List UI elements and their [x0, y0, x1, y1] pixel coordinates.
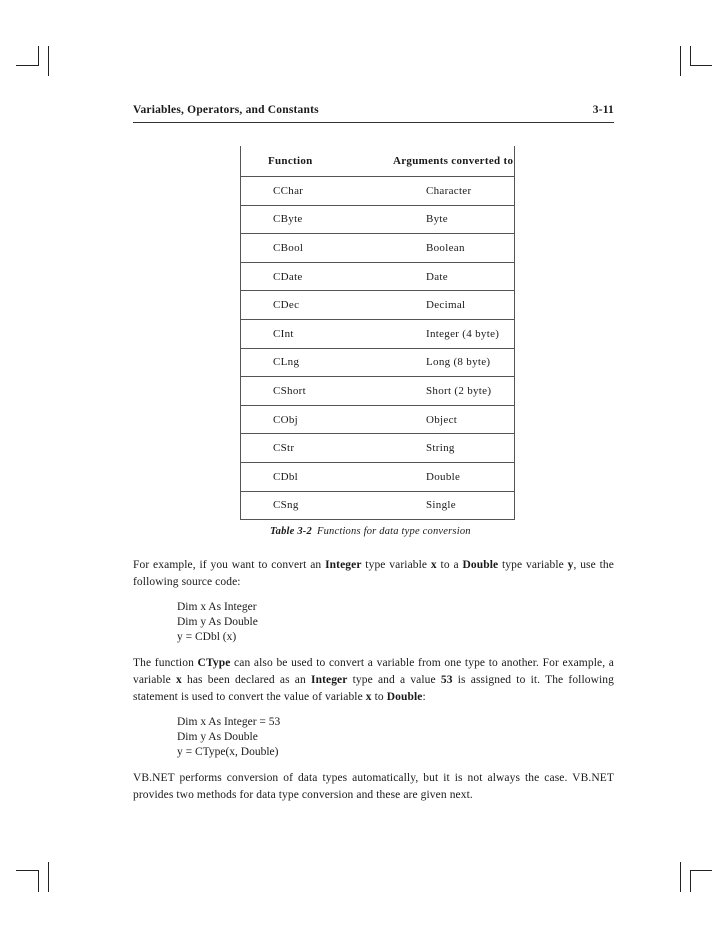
cell-argument: Character [373, 177, 515, 206]
text-run: type variable [498, 559, 568, 571]
table-row [241, 405, 515, 434]
conversion-table [240, 146, 515, 520]
cell-argument: Integer (4 byte) [373, 319, 515, 348]
text-run: For example, if you want to convert an [133, 559, 326, 571]
crop-mark-br-v [690, 870, 691, 892]
crop-mark-tr-h [690, 65, 712, 66]
cell-argument: Short (2 byte) [373, 377, 515, 406]
table-row [241, 177, 515, 206]
table-row [241, 348, 515, 377]
table-caption-text: Functions for data type conversion [316, 526, 471, 537]
cell-function: CByte [241, 205, 374, 234]
crop-mark-bl-v [38, 870, 39, 892]
crop-mark-br-v2 [680, 862, 681, 892]
cell-function: CObj [241, 405, 374, 434]
crop-mark-tl-v2 [48, 46, 49, 76]
header-rule [133, 122, 614, 123]
page-number: 3-11 [592, 104, 614, 116]
bold-run: Integer [325, 559, 362, 571]
bold-run: 53 [440, 674, 453, 686]
text-run: to a [436, 559, 463, 571]
text-run: : [422, 691, 426, 703]
bold-run: Double [462, 559, 499, 571]
cell-function: CLng [241, 348, 374, 377]
cell-argument: Single [373, 491, 515, 520]
table-row [241, 434, 515, 463]
cell-argument: Double [373, 462, 515, 491]
text-run: type and a value [347, 674, 441, 686]
cell-function: CSng [241, 491, 374, 520]
code-line: y = CType(x, Double) [177, 746, 279, 758]
cell-function: CDec [241, 291, 374, 320]
text-run: , use the following source code: [133, 559, 614, 588]
bold-run: x [365, 691, 372, 703]
table-row [241, 205, 515, 234]
crop-mark-bl-h [16, 870, 38, 871]
table-row [241, 462, 515, 491]
text-run: has been declared as an [181, 674, 311, 686]
code-block-1 [177, 600, 258, 645]
cell-function: CBool [241, 234, 374, 263]
text-run: to [371, 691, 387, 703]
crop-mark-br-h [690, 870, 712, 871]
crop-mark-tl-h [16, 65, 38, 66]
cell-function: CStr [241, 434, 374, 463]
table-row [241, 377, 515, 406]
cell-function: CShort [241, 377, 374, 406]
column-header-function: Function [241, 146, 374, 177]
crop-mark-tl-v [38, 46, 39, 66]
code-line: Dim x As Integer [177, 601, 257, 613]
code-line: Dim y As Double [177, 616, 258, 628]
crop-mark-tr-v2 [680, 46, 681, 76]
cell-argument: Object [373, 405, 515, 434]
cell-argument: Long (8 byte) [373, 348, 515, 377]
code-line: Dim y As Double [177, 731, 258, 743]
table-row [241, 291, 515, 320]
table-caption-label: Table 3-2 [270, 526, 312, 537]
bold-run: x [175, 674, 182, 686]
bold-run: Double [386, 691, 423, 703]
text-run: is assigned to it. The following statement is used to convert the value of variable [133, 674, 615, 703]
bold-run: x [430, 559, 437, 571]
cell-function: CDate [241, 262, 374, 291]
text-run: can also be used to convert a variable from one type to another. For example, a variable [133, 657, 614, 686]
column-header-arguments: Arguments converted to [373, 146, 515, 177]
paragraph-2 [133, 655, 614, 706]
table-row [241, 319, 515, 348]
cell-argument: Byte [373, 205, 515, 234]
code-line: y = CDbl (x) [177, 631, 237, 643]
bold-run: CType [197, 657, 231, 669]
bold-run: Integer [311, 674, 348, 686]
table-row [241, 234, 515, 263]
code-block-2 [177, 715, 280, 760]
table-row [241, 262, 515, 291]
crop-mark-tr-v [690, 46, 691, 66]
bold-run: y [567, 559, 574, 571]
paragraph-1 [133, 557, 614, 591]
cell-function: CChar [241, 177, 374, 206]
chapter-title: Variables, Operators, and Constants [133, 104, 319, 116]
cell-argument: Boolean [373, 234, 515, 263]
text-run: The function [133, 657, 198, 669]
text-run: type variable [361, 559, 431, 571]
table-header-row [241, 146, 515, 177]
crop-mark-bl-v2 [48, 862, 49, 892]
cell-argument: String [373, 434, 515, 463]
cell-argument: Decimal [373, 291, 515, 320]
table-caption [270, 526, 471, 537]
paragraph-3: VB.NET performs conversion of data types automatically, but it is not always the case. VB.NET provides two methods for data type conversion and these are given next. [133, 772, 614, 801]
cell-function: CDbl [241, 462, 374, 491]
cell-function: CInt [241, 319, 374, 348]
cell-argument: Date [373, 262, 515, 291]
table-row [241, 491, 515, 520]
code-line: Dim x As Integer = 53 [177, 716, 281, 728]
